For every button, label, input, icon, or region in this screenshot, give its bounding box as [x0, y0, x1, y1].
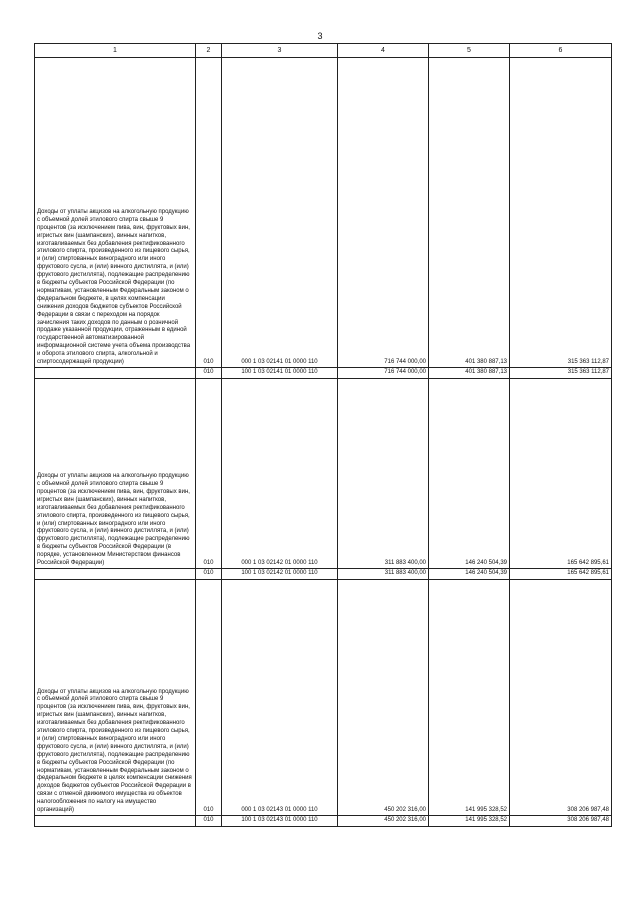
table-row — [35, 58, 612, 368]
unexecuted-amount: 308 206 987,48 — [510, 816, 612, 827]
approved-amount: 716 744 000,00 — [338, 58, 429, 368]
executed-amount: 401 380 887,13 — [429, 58, 510, 368]
table-row — [35, 816, 612, 827]
executed-amount: 141 995 328,52 — [429, 580, 510, 816]
revenue-description: Доходы от уплаты акцизов на алкогольную продукцию с объемной долей этилового спирта свыше 9 процентов (за исключением пива, вин, фруктовых вин, игристых вин (шампанских), винных напитков, изготавливаемых без добавления ректификованного этилового спирта, произведенного из пищевого сырья, и (или) спиртованных виноградного или иного фруктового сусла, и (или) винного дистиллята, и (или) фруктового дистиллята), подлежащие распределению в бюджеты субъектов Российской Федерации (в порядке, установленном Министерством финансов Российской Федерации) — [35, 379, 196, 569]
executed-amount: 146 240 504,39 — [429, 569, 510, 580]
approved-amount: 716 744 000,00 — [338, 368, 429, 379]
budget-classification-code: 100 1 03 02143 01 0000 110 — [222, 816, 338, 827]
revenue-table — [34, 43, 612, 827]
executed-amount: 146 240 504,39 — [429, 379, 510, 569]
column-header: 6 — [510, 44, 612, 58]
page-number: 3 — [317, 31, 323, 41]
approved-amount: 311 883 400,00 — [338, 569, 429, 580]
table-row — [35, 379, 612, 569]
line-code: 010 — [196, 58, 222, 368]
approved-amount: 311 883 400,00 — [338, 379, 429, 569]
table-row — [35, 580, 612, 816]
executed-amount: 401 380 887,13 — [429, 368, 510, 379]
column-number-row — [35, 44, 612, 58]
unexecuted-amount: 315 363 112,87 — [510, 368, 612, 379]
budget-classification-code: 100 1 03 02141 01 0000 110 — [222, 368, 338, 379]
column-header: 3 — [222, 44, 338, 58]
unexecuted-amount: 315 363 112,87 — [510, 58, 612, 368]
table-row — [35, 569, 612, 580]
line-code: 010 — [196, 580, 222, 816]
table-row — [35, 368, 612, 379]
budget-classification-code: 000 1 03 02142 01 0000 110 — [222, 379, 338, 569]
unexecuted-amount: 308 206 987,48 — [510, 580, 612, 816]
unexecuted-amount: 165 642 895,61 — [510, 569, 612, 580]
unexecuted-amount: 165 642 895,61 — [510, 379, 612, 569]
revenue-description: Доходы от уплаты акцизов на алкогольную продукцию с объемной долей этилового спирта свыше 9 процентов (за исключением пива, вин, фруктовых вин, игристых вин (шампанских), винных напитков, изготавливаемых без добавления ректификованного этилового спирта, произведенного из пищевого сырья, и (или) спиртованных виноградного или иного фруктового сусла, и (или) винного дистиллята, и (или) фруктового дистиллята), подлежащие распределению в бюджеты субъектов Российской Федерации (по нормативам, установленным Федеральным законом о федеральном бюджете, в целях компенсации снижения доходов бюджетов субъектов Российской Федерации в связи с переходом на порядок зачисления таких доходов по данным о розничной продаже указанной продукции, отраженным в единой государственной автоматизированной информационной системе учета объема производства и оборота этилового спирта, алкогольной и спиртосодержащей продукции) — [35, 58, 196, 368]
revenue-description: Доходы от уплаты акцизов на алкогольную продукцию с объемной долей этилового спирта свыше 9 процентов (за исключением пива, вин, фруктовых вин, игристых вин (шампанских), винных напитков, изготавливаемых без добавления ректификованного этилового спирта, произведенного из пищевого сырья, и (или) спиртованных виноградного или иного фруктового сусла, и (или) винного дистиллята, и (или) фруктового дистиллята), подлежащие распределению в бюджеты субъектов Российской Федерации (по нормативам, установленным Федеральным законом о федеральном бюджете в целях компенсации снижения доходов бюджетов субъектов Российской Федерации в связи с отменой движимого имущества из объектов налогообложения по налогу на имущество организаций) — [35, 580, 196, 816]
budget-classification-code: 000 1 03 02141 01 0000 110 — [222, 58, 338, 368]
approved-amount: 450 202 316,00 — [338, 580, 429, 816]
empty-cell — [35, 816, 196, 827]
column-header: 4 — [338, 44, 429, 58]
executed-amount: 141 995 328,52 — [429, 816, 510, 827]
line-code: 010 — [196, 368, 222, 379]
empty-cell — [35, 569, 196, 580]
approved-amount: 450 202 316,00 — [338, 816, 429, 827]
budget-classification-code: 100 1 03 02142 01 0000 110 — [222, 569, 338, 580]
column-header: 1 — [35, 44, 196, 58]
empty-cell — [35, 368, 196, 379]
column-header: 5 — [429, 44, 510, 58]
line-code: 010 — [196, 379, 222, 569]
column-header: 2 — [196, 44, 222, 58]
line-code: 010 — [196, 569, 222, 580]
line-code: 010 — [196, 816, 222, 827]
budget-classification-code: 000 1 03 02143 01 0000 110 — [222, 580, 338, 816]
